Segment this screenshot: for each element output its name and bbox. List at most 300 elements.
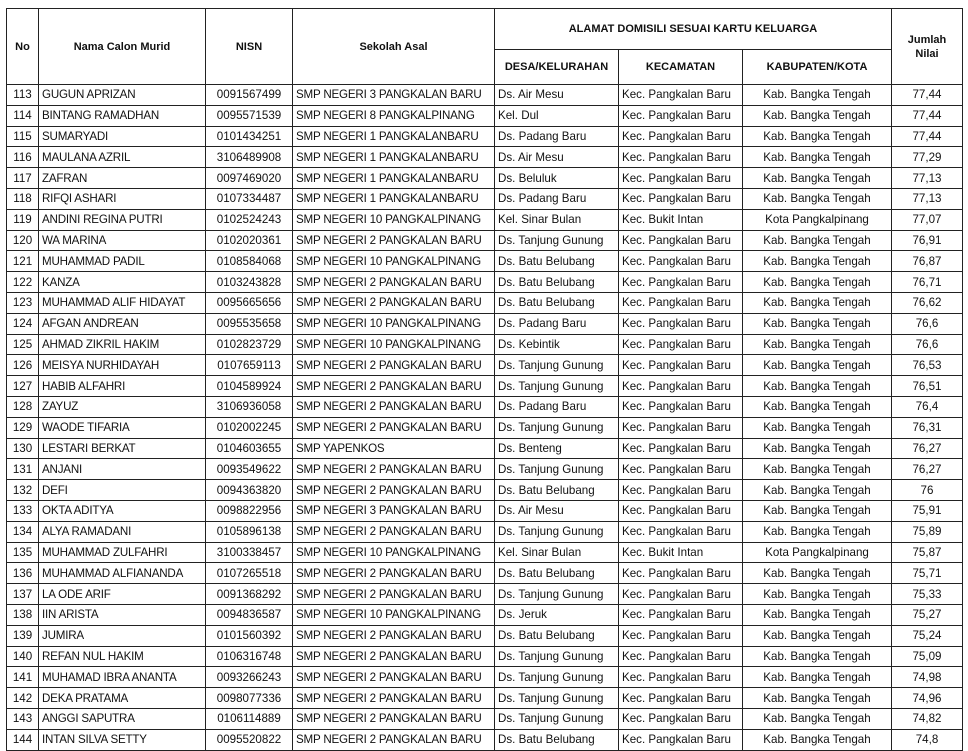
cell-nisn: 0102524243 (206, 209, 293, 230)
cell-kecamatan: Kec. Pangkalan Baru (619, 272, 743, 293)
cell-nisn: 0095535658 (206, 313, 293, 334)
cell-nama: MEISYA NURHIDAYAH (39, 355, 206, 376)
cell-nisn: 0104589924 (206, 376, 293, 397)
cell-no: 113 (7, 85, 39, 106)
cell-no: 116 (7, 147, 39, 168)
cell-desa: Ds. Air Mesu (495, 500, 619, 521)
cell-jumlah-nilai: 76,51 (892, 376, 963, 397)
cell-sekolah: SMP NEGERI 2 PANGKALAN BARU (293, 230, 495, 251)
cell-no: 139 (7, 625, 39, 646)
cell-nama: AFGAN ANDREAN (39, 313, 206, 334)
cell-sekolah: SMP NEGERI 10 PANGKALPINANG (293, 251, 495, 272)
cell-kabupaten: Kab. Bangka Tengah (743, 188, 892, 209)
cell-kabupaten: Kab. Bangka Tengah (743, 708, 892, 729)
cell-kecamatan: Kec. Pangkalan Baru (619, 480, 743, 501)
cell-no: 129 (7, 417, 39, 438)
table-row (7, 209, 963, 230)
cell-nama: MUHAMMAD ALFIANANDA (39, 563, 206, 584)
cell-no: 115 (7, 126, 39, 147)
cell-kabupaten: Kab. Bangka Tengah (743, 251, 892, 272)
cell-no: 144 (7, 729, 39, 750)
table-row (7, 168, 963, 189)
cell-no: 118 (7, 188, 39, 209)
cell-kecamatan: Kec. Pangkalan Baru (619, 584, 743, 605)
table-row (7, 396, 963, 417)
cell-desa: Ds. Batu Belubang (495, 251, 619, 272)
cell-jumlah-nilai: 76,6 (892, 313, 963, 334)
cell-sekolah: SMP NEGERI 1 PANGKALANBARU (293, 147, 495, 168)
cell-sekolah: SMP NEGERI 10 PANGKALPINANG (293, 209, 495, 230)
cell-kabupaten: Kab. Bangka Tengah (743, 459, 892, 480)
cell-kecamatan: Kec. Pangkalan Baru (619, 313, 743, 334)
cell-nama: AHMAD ZIKRIL HAKIM (39, 334, 206, 355)
cell-sekolah: SMP NEGERI 2 PANGKALAN BARU (293, 355, 495, 376)
cell-jumlah-nilai: 76,27 (892, 459, 963, 480)
cell-desa: Ds. Tanjung Gunung (495, 584, 619, 605)
header-desa: DESA/KELURAHAN (495, 50, 619, 85)
cell-kecamatan: Kec. Pangkalan Baru (619, 604, 743, 625)
cell-desa: Ds. Tanjung Gunung (495, 417, 619, 438)
cell-jumlah-nilai: 76,4 (892, 396, 963, 417)
cell-nisn: 0093266243 (206, 667, 293, 688)
cell-kabupaten: Kab. Bangka Tengah (743, 85, 892, 106)
cell-sekolah: SMP NEGERI 2 PANGKALAN BARU (293, 667, 495, 688)
cell-nisn: 0095571539 (206, 105, 293, 126)
cell-kabupaten: Kab. Bangka Tengah (743, 584, 892, 605)
table-body (7, 85, 963, 751)
cell-desa: Ds. Tanjung Gunung (495, 230, 619, 251)
cell-jumlah-nilai: 76,31 (892, 417, 963, 438)
cell-kabupaten: Kab. Bangka Tengah (743, 563, 892, 584)
cell-nama: MUHAMMAD PADIL (39, 251, 206, 272)
cell-kecamatan: Kec. Pangkalan Baru (619, 521, 743, 542)
cell-jumlah-nilai: 74,96 (892, 688, 963, 709)
cell-kecamatan: Kec. Pangkalan Baru (619, 355, 743, 376)
header-no: No (7, 9, 39, 85)
cell-no: 124 (7, 313, 39, 334)
cell-kabupaten: Kab. Bangka Tengah (743, 230, 892, 251)
cell-nama: ANGGI SAPUTRA (39, 708, 206, 729)
cell-nisn: 0107334487 (206, 188, 293, 209)
cell-no: 141 (7, 667, 39, 688)
cell-kabupaten: Kab. Bangka Tengah (743, 480, 892, 501)
cell-desa: Ds. Beluluk (495, 168, 619, 189)
cell-nama: SUMARYADI (39, 126, 206, 147)
cell-kecamatan: Kec. Pangkalan Baru (619, 729, 743, 750)
cell-no: 119 (7, 209, 39, 230)
cell-nama: ALYA RAMADANI (39, 521, 206, 542)
cell-sekolah: SMP NEGERI 2 PANGKALAN BARU (293, 584, 495, 605)
cell-kecamatan: Kec. Pangkalan Baru (619, 396, 743, 417)
cell-jumlah-nilai: 75,33 (892, 584, 963, 605)
cell-kabupaten: Kab. Bangka Tengah (743, 438, 892, 459)
table-row (7, 85, 963, 106)
cell-nama: MUHAMMAD ALIF HIDAYAT (39, 292, 206, 313)
table-row (7, 563, 963, 584)
cell-sekolah: SMP NEGERI 2 PANGKALAN BARU (293, 272, 495, 293)
header-jumlah-nilai: Jumlah Nilai (892, 9, 963, 85)
cell-desa: Ds. Batu Belubang (495, 563, 619, 584)
cell-desa: Ds. Tanjung Gunung (495, 646, 619, 667)
table-row (7, 188, 963, 209)
table-row (7, 355, 963, 376)
cell-nama: IIN ARISTA (39, 604, 206, 625)
cell-kabupaten: Kab. Bangka Tengah (743, 292, 892, 313)
cell-desa: Kel. Sinar Bulan (495, 542, 619, 563)
cell-nama: ZAYUZ (39, 396, 206, 417)
table-row (7, 230, 963, 251)
cell-no: 123 (7, 292, 39, 313)
cell-sekolah: SMP NEGERI 10 PANGKALPINANG (293, 542, 495, 563)
table-row (7, 272, 963, 293)
cell-desa: Ds. Batu Belubang (495, 272, 619, 293)
cell-nisn: 0101434251 (206, 126, 293, 147)
cell-nama: DEKA PRATAMA (39, 688, 206, 709)
cell-kabupaten: Kab. Bangka Tengah (743, 376, 892, 397)
cell-nisn: 3100338457 (206, 542, 293, 563)
table-row (7, 584, 963, 605)
cell-jumlah-nilai: 75,89 (892, 521, 963, 542)
cell-no: 138 (7, 604, 39, 625)
cell-kecamatan: Kec. Pangkalan Baru (619, 147, 743, 168)
cell-nisn: 0091567499 (206, 85, 293, 106)
cell-nisn: 0107265518 (206, 563, 293, 584)
cell-desa: Ds. Padang Baru (495, 313, 619, 334)
cell-kecamatan: Kec. Bukit Intan (619, 542, 743, 563)
cell-jumlah-nilai: 77,29 (892, 147, 963, 168)
table-row (7, 625, 963, 646)
table-row (7, 500, 963, 521)
cell-sekolah: SMP NEGERI 1 PANGKALANBARU (293, 126, 495, 147)
cell-kecamatan: Kec. Pangkalan Baru (619, 688, 743, 709)
cell-jumlah-nilai: 75,87 (892, 542, 963, 563)
cell-no: 117 (7, 168, 39, 189)
cell-no: 132 (7, 480, 39, 501)
table-row (7, 667, 963, 688)
cell-jumlah-nilai: 74,98 (892, 667, 963, 688)
cell-kabupaten: Kab. Bangka Tengah (743, 667, 892, 688)
table-row (7, 729, 963, 750)
cell-sekolah: SMP YAPENKOS (293, 438, 495, 459)
cell-kecamatan: Kec. Pangkalan Baru (619, 376, 743, 397)
header-kabupaten: KABUPATEN/KOTA (743, 50, 892, 85)
cell-kabupaten: Kab. Bangka Tengah (743, 396, 892, 417)
cell-no: 136 (7, 563, 39, 584)
cell-nama: REFAN NUL HAKIM (39, 646, 206, 667)
cell-kabupaten: Kab. Bangka Tengah (743, 688, 892, 709)
cell-kabupaten: Kab. Bangka Tengah (743, 604, 892, 625)
cell-nama: MAULANA AZRIL (39, 147, 206, 168)
cell-nisn: 0094363820 (206, 480, 293, 501)
cell-nisn: 0103243828 (206, 272, 293, 293)
cell-sekolah: SMP NEGERI 2 PANGKALAN BARU (293, 521, 495, 542)
cell-nisn: 0106316748 (206, 646, 293, 667)
cell-no: 130 (7, 438, 39, 459)
cell-kecamatan: Kec. Pangkalan Baru (619, 105, 743, 126)
cell-kecamatan: Kec. Pangkalan Baru (619, 85, 743, 106)
header-alamat: ALAMAT DOMISILI SESUAI KARTU KELUARGA (495, 9, 892, 50)
table-row (7, 251, 963, 272)
cell-jumlah-nilai: 76 (892, 480, 963, 501)
cell-no: 126 (7, 355, 39, 376)
cell-no: 121 (7, 251, 39, 272)
cell-desa: Ds. Batu Belubang (495, 625, 619, 646)
cell-nama: WA MARINA (39, 230, 206, 251)
cell-jumlah-nilai: 76,87 (892, 251, 963, 272)
cell-sekolah: SMP NEGERI 8 PANGKALPINANG (293, 105, 495, 126)
cell-sekolah: SMP NEGERI 1 PANGKALANBARU (293, 188, 495, 209)
cell-sekolah: SMP NEGERI 2 PANGKALAN BARU (293, 459, 495, 480)
cell-nisn: 0108584068 (206, 251, 293, 272)
cell-no: 127 (7, 376, 39, 397)
cell-nisn: 0097469020 (206, 168, 293, 189)
table-header (7, 9, 963, 85)
cell-sekolah: SMP NEGERI 2 PANGKALAN BARU (293, 646, 495, 667)
cell-nama: KANZA (39, 272, 206, 293)
cell-kecamatan: Kec. Pangkalan Baru (619, 417, 743, 438)
cell-jumlah-nilai: 77,44 (892, 85, 963, 106)
cell-no: 120 (7, 230, 39, 251)
cell-sekolah: SMP NEGERI 2 PANGKALAN BARU (293, 563, 495, 584)
cell-no: 137 (7, 584, 39, 605)
table-row (7, 542, 963, 563)
table-row (7, 292, 963, 313)
cell-kecamatan: Kec. Pangkalan Baru (619, 563, 743, 584)
cell-jumlah-nilai: 76,6 (892, 334, 963, 355)
cell-nisn: 0091368292 (206, 584, 293, 605)
cell-nisn: 3106489908 (206, 147, 293, 168)
cell-kecamatan: Kec. Pangkalan Baru (619, 334, 743, 355)
cell-kabupaten: Kab. Bangka Tengah (743, 646, 892, 667)
header-sekolah: Sekolah Asal (293, 9, 495, 85)
cell-jumlah-nilai: 77,44 (892, 126, 963, 147)
header-nisn: NISN (206, 9, 293, 85)
cell-nama: INTAN SILVA SETTY (39, 729, 206, 750)
cell-kecamatan: Kec. Pangkalan Baru (619, 188, 743, 209)
cell-kecamatan: Kec. Pangkalan Baru (619, 251, 743, 272)
cell-kabupaten: Kab. Bangka Tengah (743, 126, 892, 147)
cell-sekolah: SMP NEGERI 3 PANGKALAN BARU (293, 85, 495, 106)
cell-kabupaten: Kab. Bangka Tengah (743, 313, 892, 334)
cell-nama: LA ODE ARIF (39, 584, 206, 605)
cell-jumlah-nilai: 75,71 (892, 563, 963, 584)
cell-desa: Ds. Jeruk (495, 604, 619, 625)
cell-nisn: 0094836587 (206, 604, 293, 625)
cell-jumlah-nilai: 76,27 (892, 438, 963, 459)
cell-desa: Ds. Tanjung Gunung (495, 708, 619, 729)
cell-desa: Ds. Padang Baru (495, 188, 619, 209)
cell-nama: BINTANG RAMADHAN (39, 105, 206, 126)
cell-kecamatan: Kec. Pangkalan Baru (619, 708, 743, 729)
cell-nisn: 0101560392 (206, 625, 293, 646)
cell-desa: Ds. Tanjung Gunung (495, 459, 619, 480)
cell-nama: HABIB ALFAHRI (39, 376, 206, 397)
table-row (7, 105, 963, 126)
cell-kecamatan: Kec. Pangkalan Baru (619, 438, 743, 459)
cell-kecamatan: Kec. Pangkalan Baru (619, 168, 743, 189)
cell-desa: Kel. Dul (495, 105, 619, 126)
cell-desa: Ds. Benteng (495, 438, 619, 459)
cell-no: 134 (7, 521, 39, 542)
cell-kabupaten: Kab. Bangka Tengah (743, 334, 892, 355)
cell-nama: WAODE TIFARIA (39, 417, 206, 438)
cell-jumlah-nilai: 75,24 (892, 625, 963, 646)
cell-nisn: 0107659113 (206, 355, 293, 376)
cell-desa: Ds. Padang Baru (495, 126, 619, 147)
table-row (7, 480, 963, 501)
cell-sekolah: SMP NEGERI 2 PANGKALAN BARU (293, 396, 495, 417)
cell-no: 128 (7, 396, 39, 417)
cell-kecamatan: Kec. Pangkalan Baru (619, 667, 743, 688)
cell-nisn: 3106936058 (206, 396, 293, 417)
cell-kabupaten: Kab. Bangka Tengah (743, 729, 892, 750)
cell-sekolah: SMP NEGERI 2 PANGKALAN BARU (293, 708, 495, 729)
cell-jumlah-nilai: 77,13 (892, 188, 963, 209)
cell-no: 133 (7, 500, 39, 521)
cell-kabupaten: Kab. Bangka Tengah (743, 625, 892, 646)
cell-no: 122 (7, 272, 39, 293)
cell-sekolah: SMP NEGERI 2 PANGKALAN BARU (293, 625, 495, 646)
cell-sekolah: SMP NEGERI 10 PANGKALPINANG (293, 313, 495, 334)
cell-sekolah: SMP NEGERI 2 PANGKALAN BARU (293, 376, 495, 397)
cell-kecamatan: Kec. Pangkalan Baru (619, 500, 743, 521)
cell-no: 135 (7, 542, 39, 563)
cell-kabupaten: Kab. Bangka Tengah (743, 417, 892, 438)
table-row (7, 646, 963, 667)
table-row (7, 708, 963, 729)
table-row (7, 147, 963, 168)
cell-desa: Ds. Tanjung Gunung (495, 667, 619, 688)
cell-kabupaten: Kab. Bangka Tengah (743, 147, 892, 168)
cell-desa: Ds. Tanjung Gunung (495, 688, 619, 709)
table-row (7, 334, 963, 355)
cell-no: 143 (7, 708, 39, 729)
cell-kecamatan: Kec. Bukit Intan (619, 209, 743, 230)
header-nama: Nama Calon Murid (39, 9, 206, 85)
cell-no: 142 (7, 688, 39, 709)
header-kecamatan: KECAMATAN (619, 50, 743, 85)
cell-nama: RIFQI ASHARI (39, 188, 206, 209)
cell-nisn: 0102823729 (206, 334, 293, 355)
cell-sekolah: SMP NEGERI 10 PANGKALPINANG (293, 334, 495, 355)
cell-desa: Ds. Batu Belubang (495, 729, 619, 750)
cell-kecamatan: Kec. Pangkalan Baru (619, 459, 743, 480)
cell-nama: DEFI (39, 480, 206, 501)
cell-sekolah: SMP NEGERI 10 PANGKALPINANG (293, 604, 495, 625)
cell-sekolah: SMP NEGERI 1 PANGKALANBARU (293, 168, 495, 189)
cell-nisn: 0102020361 (206, 230, 293, 251)
cell-nama: LESTARI BERKAT (39, 438, 206, 459)
cell-kabupaten: Kab. Bangka Tengah (743, 521, 892, 542)
cell-jumlah-nilai: 76,71 (892, 272, 963, 293)
cell-sekolah: SMP NEGERI 2 PANGKALAN BARU (293, 292, 495, 313)
cell-jumlah-nilai: 75,91 (892, 500, 963, 521)
cell-no: 140 (7, 646, 39, 667)
cell-nama: GUGUN APRIZAN (39, 85, 206, 106)
cell-jumlah-nilai: 76,91 (892, 230, 963, 251)
cell-nama: ANDINI REGINA PUTRI (39, 209, 206, 230)
cell-jumlah-nilai: 74,8 (892, 729, 963, 750)
cell-jumlah-nilai: 75,09 (892, 646, 963, 667)
table-row (7, 459, 963, 480)
cell-nisn: 0104603655 (206, 438, 293, 459)
cell-nama: ANJANI (39, 459, 206, 480)
cell-kecamatan: Kec. Pangkalan Baru (619, 292, 743, 313)
cell-desa: Ds. Tanjung Gunung (495, 376, 619, 397)
cell-nisn: 0095665656 (206, 292, 293, 313)
cell-desa: Ds. Air Mesu (495, 85, 619, 106)
cell-kabupaten: Kab. Bangka Tengah (743, 105, 892, 126)
cell-nama: JUMIRA (39, 625, 206, 646)
cell-kabupaten: Kab. Bangka Tengah (743, 355, 892, 376)
cell-nama: OKTA ADITYA (39, 500, 206, 521)
cell-desa: Kel. Sinar Bulan (495, 209, 619, 230)
cell-jumlah-nilai: 76,62 (892, 292, 963, 313)
cell-desa: Ds. Tanjung Gunung (495, 355, 619, 376)
cell-kabupaten: Kota Pangkalpinang (743, 209, 892, 230)
cell-nisn: 0106114889 (206, 708, 293, 729)
table-row (7, 376, 963, 397)
cell-sekolah: SMP NEGERI 2 PANGKALAN BARU (293, 688, 495, 709)
table-row (7, 688, 963, 709)
cell-nama: ZAFRAN (39, 168, 206, 189)
cell-kabupaten: Kab. Bangka Tengah (743, 272, 892, 293)
cell-jumlah-nilai: 74,82 (892, 708, 963, 729)
cell-nama: MUHAMAD IBRA ANANTA (39, 667, 206, 688)
cell-nisn: 0093549622 (206, 459, 293, 480)
cell-no: 114 (7, 105, 39, 126)
table-row (7, 521, 963, 542)
cell-nisn: 0098822956 (206, 500, 293, 521)
cell-desa: Ds. Air Mesu (495, 147, 619, 168)
cell-desa: Ds. Batu Belubang (495, 480, 619, 501)
cell-nisn: 0102002245 (206, 417, 293, 438)
table-row (7, 438, 963, 459)
cell-no: 131 (7, 459, 39, 480)
cell-desa: Ds. Tanjung Gunung (495, 521, 619, 542)
cell-jumlah-nilai: 77,13 (892, 168, 963, 189)
cell-sekolah: SMP NEGERI 2 PANGKALAN BARU (293, 417, 495, 438)
cell-kecamatan: Kec. Pangkalan Baru (619, 625, 743, 646)
table-row (7, 126, 963, 147)
cell-kecamatan: Kec. Pangkalan Baru (619, 230, 743, 251)
table-row (7, 417, 963, 438)
cell-kabupaten: Kab. Bangka Tengah (743, 168, 892, 189)
cell-nama: MUHAMMAD ZULFAHRI (39, 542, 206, 563)
cell-nisn: 0098077336 (206, 688, 293, 709)
cell-desa: Ds. Padang Baru (495, 396, 619, 417)
cell-kabupaten: Kab. Bangka Tengah (743, 500, 892, 521)
cell-jumlah-nilai: 77,44 (892, 105, 963, 126)
cell-sekolah: SMP NEGERI 2 PANGKALAN BARU (293, 729, 495, 750)
cell-desa: Ds. Kebintik (495, 334, 619, 355)
cell-jumlah-nilai: 75,27 (892, 604, 963, 625)
applicant-table (6, 8, 963, 751)
applicant-list-sheet (6, 8, 962, 751)
table-row (7, 604, 963, 625)
cell-jumlah-nilai: 77,07 (892, 209, 963, 230)
cell-kecamatan: Kec. Pangkalan Baru (619, 646, 743, 667)
cell-kecamatan: Kec. Pangkalan Baru (619, 126, 743, 147)
cell-nisn: 0105896138 (206, 521, 293, 542)
cell-sekolah: SMP NEGERI 2 PANGKALAN BARU (293, 480, 495, 501)
cell-sekolah: SMP NEGERI 3 PANGKALAN BARU (293, 500, 495, 521)
cell-desa: Ds. Batu Belubang (495, 292, 619, 313)
cell-nisn: 0095520822 (206, 729, 293, 750)
table-row (7, 313, 963, 334)
cell-no: 125 (7, 334, 39, 355)
cell-jumlah-nilai: 76,53 (892, 355, 963, 376)
